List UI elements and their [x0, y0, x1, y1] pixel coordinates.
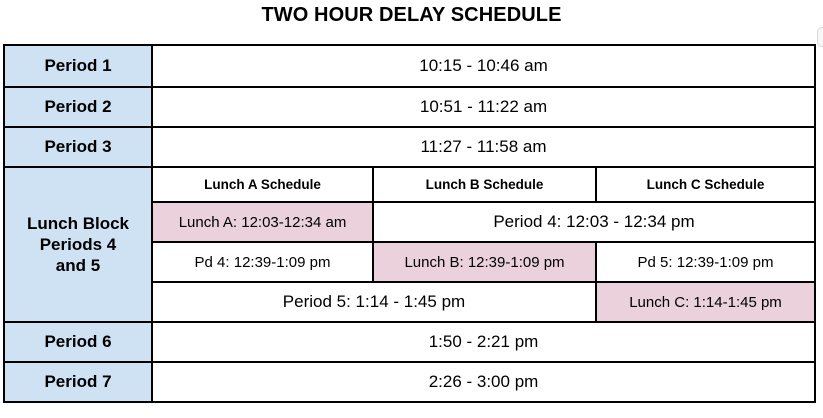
- table-row-period-3: [5, 126, 814, 166]
- pd-5-time-cell: Pd 5: 12:39-1:09 pm: [595, 241, 814, 281]
- period-7-time: 2:26 - 3:00 pm: [428, 372, 539, 391]
- period-6-label: Period 6: [5, 323, 153, 361]
- period-1-time: 10:15 - 10:46 am: [419, 56, 548, 75]
- lunch-c-schedule-header: Lunch C Schedule: [595, 168, 814, 201]
- schedule-table: [3, 44, 816, 403]
- period-7-label: Period 7: [5, 363, 153, 401]
- page-title: TWO HOUR DELAY SCHEDULE: [261, 4, 562, 26]
- table-row-period-6: [5, 321, 814, 361]
- period-6-time: 1:50 - 2:21 pm: [428, 332, 539, 351]
- period-4-time-cell: Period 4: 12:03 - 12:34 pm: [372, 201, 814, 241]
- lunch-b-time-cell: Lunch B: 12:39-1:09 pm: [372, 241, 595, 281]
- lunch-a-schedule-header: Lunch A Schedule: [153, 168, 372, 201]
- screen-edge-artifact: [817, 27, 823, 47]
- lunch-block-label-text: Lunch Block Periods 4 and 5: [27, 213, 130, 276]
- lunch-schedule-grid: [153, 168, 814, 321]
- period-2-label: Period 2: [5, 88, 153, 126]
- lunch-block-label: [5, 168, 153, 321]
- period-5-time-cell: Period 5: 1:14 - 1:45 pm: [153, 281, 595, 321]
- period-1-label: Period 1: [5, 46, 153, 86]
- period-3-time: 11:27 - 11:58 am: [420, 137, 547, 156]
- table-row-period-1: [5, 46, 814, 86]
- lunch-c-time-cell: Lunch C: 1:14-1:45 pm: [595, 281, 814, 321]
- period-3-label: Period 3: [5, 128, 153, 166]
- lunch-a-time-cell: Lunch A: 12:03-12:34 am: [153, 201, 372, 241]
- table-row-period-7: [5, 361, 814, 401]
- period-2-time: 10:51 - 11:22 am: [419, 97, 548, 116]
- table-row-lunch-block: [5, 166, 814, 321]
- pd-4-time-cell: Pd 4: 12:39-1:09 pm: [153, 241, 372, 281]
- lunch-b-schedule-header: Lunch B Schedule: [372, 168, 595, 201]
- table-row-period-2: [5, 86, 814, 126]
